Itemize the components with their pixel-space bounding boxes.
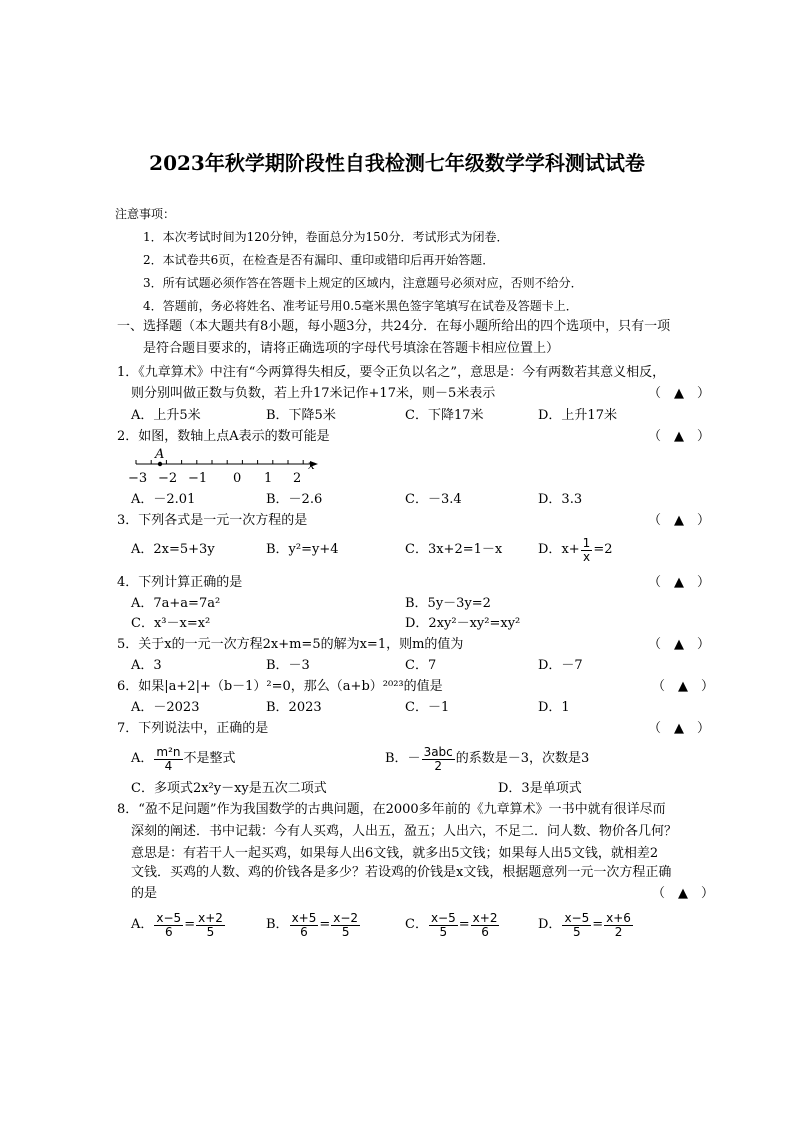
- q8-equals-sign: =: [592, 917, 604, 932]
- q6-option-b: B．2023: [266, 700, 322, 715]
- q7-option-c: C．多项式2x²y－xy是五次二项式: [131, 781, 327, 796]
- q2-option-c: C．－3.4: [405, 492, 462, 507]
- q3-option-b: B．y²=y+4: [266, 542, 339, 557]
- q4-option-a: A．7a+a=7a²: [131, 596, 221, 611]
- q8-option-b: [266, 906, 361, 944]
- q3-option-d-eq: =2: [593, 542, 613, 557]
- section-heading-line2: 是符合题目要求的，请将正确选项的字母代号填涂在答题卡相应位置上）: [143, 341, 560, 356]
- q8-left-fraction-numerator: x+5: [291, 910, 317, 925]
- q8-right-fraction: [196, 912, 225, 939]
- q5-option-d: D．－7: [538, 658, 583, 673]
- q2-option-a: A．－2.01: [131, 492, 196, 507]
- tick-label-2: 2: [293, 471, 302, 486]
- q8-stem-line1: 8．“盈不足问题”作为我国数学的古典问题，在2000多年前的《九章算术》一书中就有很详尽而: [117, 802, 666, 817]
- q8-option-c: [405, 906, 500, 944]
- q7-b-prefix: B．－: [385, 751, 421, 766]
- q7-a-fraction: [154, 746, 182, 773]
- q7-option-b: [385, 740, 589, 778]
- q7-a-numerator: m²n: [156, 744, 181, 759]
- q7-option-d: D．3是单项式: [498, 781, 582, 796]
- q3-d-denominator: x: [582, 549, 591, 564]
- number-line-figure: [128, 446, 328, 488]
- q5-stem: 5．关于x的一元一次方程2x+m=5的解为x=1，则m的值为: [117, 637, 464, 652]
- q2-answer-mark: （ ▲ ）: [648, 429, 710, 444]
- q5-option-a: A．3: [131, 658, 162, 673]
- q6-option-c: C．－1: [405, 700, 450, 715]
- q4-answer-mark: （ ▲ ）: [648, 575, 710, 590]
- q8-left-fraction: [154, 912, 183, 939]
- notice-item-3: 3．所有试题必须作答在答题卡上规定的区域内，注意题号必须对应，否则不给分．: [143, 276, 583, 290]
- q1-stem-line2: 则分别叫做正数与负数，若上升17米记作+17米，则－5米表示: [131, 386, 496, 401]
- point-a-label: A: [155, 447, 165, 462]
- q8-option-label: C．: [405, 917, 428, 932]
- tick-label-neg1: −1: [188, 471, 208, 486]
- section-heading-line1: 一、选择题（本大题共有8小题，每小题3分，共24分．在每小题所给出的四个选项中，只有一项: [117, 319, 671, 334]
- q8-right-fraction-numerator: x+2: [198, 910, 223, 925]
- tick-label-neg3: −3: [128, 471, 148, 486]
- q3-stem: 3．下列各式是一元一次方程的是: [117, 513, 308, 528]
- q5-option-c: C．7: [405, 658, 437, 673]
- q8-option-label: A．: [131, 917, 154, 932]
- q8-stem-line4: 文钱．买鸡的人数、鸡的价钱各是多少？若设鸡的价钱是x文钱，根据题意列一元一次方程正确: [131, 865, 672, 880]
- q8-left-fraction-denominator: 5: [439, 924, 448, 939]
- q8-option-label: D．: [538, 917, 562, 932]
- q4-option-d: D．2xy²－xy²=xy²: [405, 616, 521, 631]
- q3-option-d-x: x+: [561, 542, 580, 557]
- q8-left-fraction-numerator: x−5: [564, 910, 590, 925]
- q7-b-fraction: [422, 746, 455, 773]
- q4-option-c: C．x³－x=x²: [131, 616, 211, 631]
- tick-label-1: 1: [264, 471, 273, 486]
- q8-left-fraction-numerator: x−5: [430, 910, 456, 925]
- q7-a-denominator: 4: [164, 758, 173, 773]
- q8-right-fraction-numerator: x+2: [472, 910, 498, 925]
- q3-d-numerator: 1: [582, 535, 591, 550]
- q3-option-d: [538, 530, 612, 570]
- q2-stem: 2．如图，数轴上点A表示的数可能是: [117, 429, 330, 444]
- q8-stem-line3: 意思是：有若干人一起买鸡，如果每人出6文钱，就多出5文钱；如果每人出5文钱，就相差2: [131, 846, 659, 861]
- q8-right-fraction: [331, 912, 360, 939]
- q6-option-d: D．1: [538, 700, 570, 715]
- q1-option-c: C．下降17米: [405, 408, 484, 423]
- q8-equals-sign: =: [319, 917, 331, 932]
- q8-right-fraction-denominator: 2: [614, 924, 623, 939]
- q8-left-fraction: [429, 912, 458, 939]
- q6-option-a: A．－2023: [131, 700, 200, 715]
- notice-item-2: 2．本试卷共6页，在检查是否有漏印、重印或错印后再开始答题．: [143, 253, 495, 267]
- q8-equals-sign: =: [184, 917, 196, 932]
- q8-option-label: B．: [266, 917, 289, 932]
- q8-right-fraction: [604, 912, 633, 939]
- q8-right-fraction-denominator: 6: [481, 924, 489, 939]
- q8-right-fraction-denominator: 5: [206, 924, 215, 939]
- axis-variable-label: x: [308, 458, 315, 472]
- q6-answer-mark: （ ▲ ）: [652, 679, 714, 694]
- q5-answer-mark: （ ▲ ）: [648, 637, 710, 652]
- notice-item-1: 1．本次考试时间为120分钟，卷面总分为150分．考试形式为闭卷．: [143, 230, 509, 244]
- notice-item-4: 4．答题前，务必将姓名、准考证号用0.5毫米黑色签字笔填写在试卷及答题卡上．: [143, 299, 578, 313]
- q8-left-fraction-denominator: 5: [573, 924, 581, 939]
- q8-left-fraction: [290, 912, 319, 939]
- tick-label-0: 0: [233, 471, 242, 486]
- q8-equals-sign: =: [458, 917, 470, 932]
- q8-answer-mark: （ ▲ ）: [652, 886, 714, 901]
- q8-right-fraction-numerator: x−2: [333, 910, 359, 925]
- q5-option-b: B．－3: [266, 658, 310, 673]
- tick-label-neg2: −2: [158, 471, 178, 486]
- q3-option-a: A．2x=5+3y: [131, 542, 215, 557]
- q7-a-suffix: 不是整式: [183, 751, 236, 766]
- q2-option-b: B．－2.6: [266, 492, 323, 507]
- q8-option-d: [538, 906, 634, 944]
- q3-option-c: C．3x+2=1－x: [405, 542, 503, 557]
- q8-right-fraction-denominator: 5: [341, 924, 350, 939]
- q8-stem-line2: 深刻的阐述．书中记载：今有人买鸡，人出五，盈五；人出六，不足二．问人数、物价各几何？: [131, 824, 678, 839]
- exam-title: 2023年秋学期阶段性自我检测七年级数学学科测试试卷: [149, 151, 645, 175]
- q7-b-suffix: 的系数是－3，次数是3: [455, 751, 590, 766]
- q7-stem: 7．下列说法中，正确的是: [117, 721, 269, 736]
- q4-option-b: B．5y－3y=2: [405, 596, 491, 611]
- q6-stem: 6．如果|a+2|+（b－1）²=0，那么（a+b）²⁰²³的值是: [117, 679, 443, 694]
- q3-option-d-fraction: [581, 537, 593, 564]
- q8-option-a: [131, 906, 226, 944]
- q7-b-denominator: 2: [434, 758, 442, 773]
- q1-option-b: B．下降5米: [266, 408, 336, 423]
- q7-a-prefix: A．: [131, 751, 154, 766]
- q1-stem-line1: 1．《九章算术》中注有“今两算得失相反，要令正负以名之”，意思是：今有两数若其意义相反，: [117, 365, 666, 380]
- q4-stem: 4．下列计算正确的是: [117, 575, 243, 590]
- q1-option-d: D．上升17米: [538, 408, 617, 423]
- q7-option-a: [131, 740, 236, 778]
- q8-left-fraction: [562, 912, 591, 939]
- q7-b-numerator: 3abc: [423, 744, 453, 759]
- q8-left-fraction-numerator: x−5: [156, 910, 182, 925]
- q8-left-fraction-denominator: 6: [164, 924, 173, 939]
- q1-answer-mark: （ ▲ ）: [648, 386, 710, 401]
- q8-right-fraction: [471, 912, 500, 939]
- q8-left-fraction-denominator: 6: [300, 924, 308, 939]
- q3-option-d-prefix: D．: [538, 542, 562, 557]
- q8-stem-line5: 的是: [131, 886, 158, 901]
- q7-answer-mark: （ ▲ ）: [648, 721, 710, 736]
- q8-right-fraction-numerator: x+6: [606, 910, 631, 925]
- notice-heading: 注意事项：: [115, 207, 176, 221]
- q2-option-d: D．3.3: [538, 492, 583, 507]
- q1-option-a: A．上升5米: [131, 408, 201, 423]
- q3-answer-mark: （ ▲ ）: [648, 513, 710, 528]
